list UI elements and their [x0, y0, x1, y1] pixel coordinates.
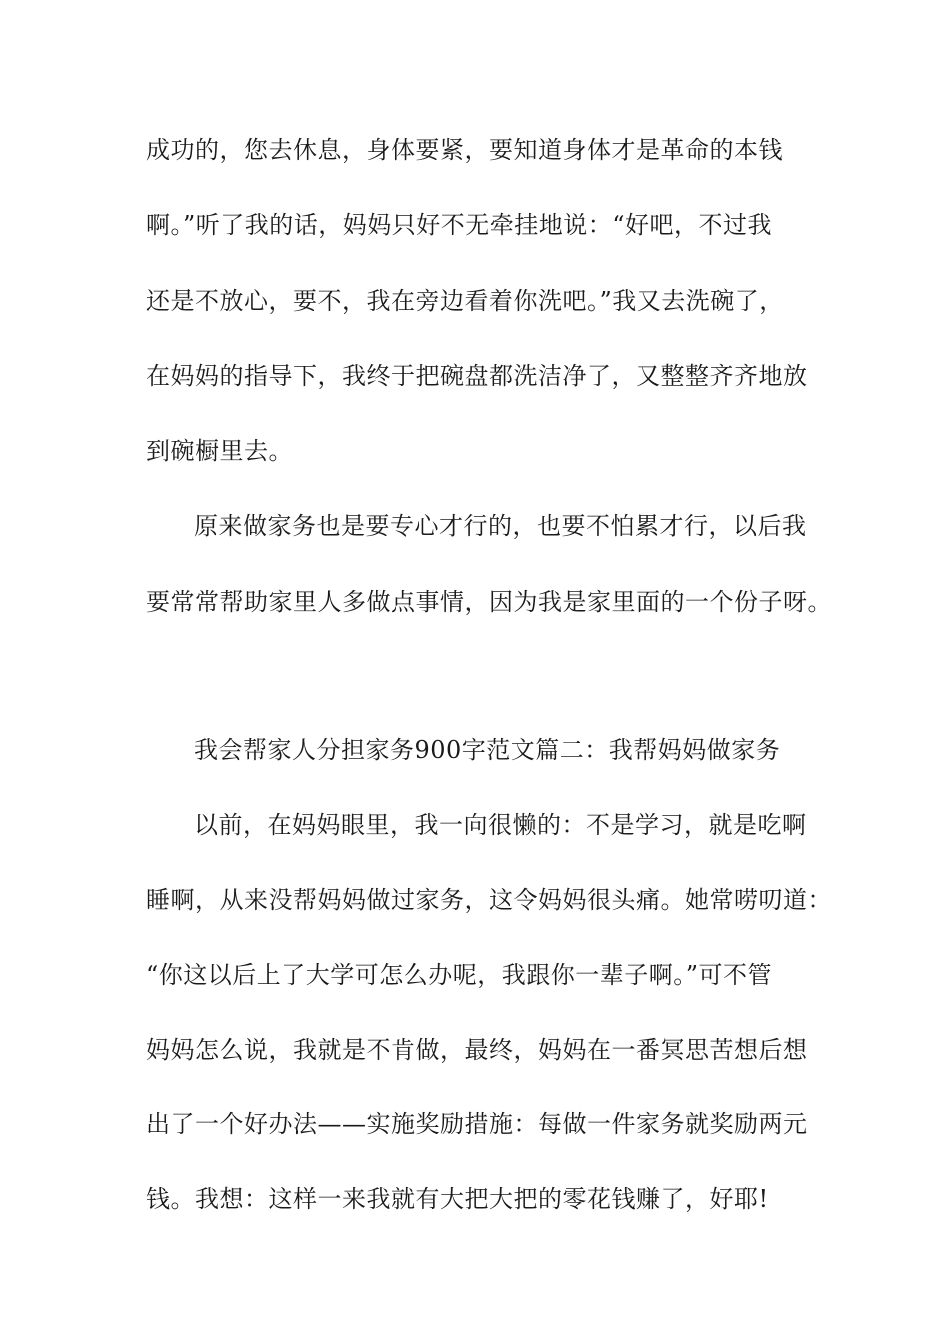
paragraph-line: 原来做家务也是要专心才行的，也要不怕累才行，以后我	[194, 512, 807, 540]
paragraph-line: 到碗橱里去。	[146, 437, 293, 465]
paragraph-line: 睡啊，从来没帮妈妈做过家务，这令妈妈很头痛。她常唠叨道：	[146, 886, 832, 914]
paragraph-line: 妈妈怎么说，我就是不肯做，最终，妈妈在一番冥思苦想后想	[146, 1036, 808, 1064]
section-title: 我会帮家人分担家务900字范文篇二：我帮妈妈做家务	[194, 736, 781, 764]
paragraph-line: 啊。”听了我的话，妈妈只好不无牵挂地说：“好吧，不过我	[146, 211, 773, 239]
paragraph-line: 钱。我想：这样一来我就有大把大把的零花钱赚了，好耶!	[146, 1185, 769, 1213]
paragraph-line: 要常常帮助家里人多做点事情，因为我是家里面的一个份子呀。	[146, 588, 832, 616]
paragraph-line: 出了一个好办法——实施奖励措施：每做一件家务就奖励两元	[146, 1110, 808, 1138]
paragraph-line: “你这以后上了大学可怎么办呢，我跟你一辈子啊。”可不管	[146, 961, 773, 989]
paragraph-line: 还是不放心，要不，我在旁边看着你洗吧。”我又去洗碗了，	[146, 287, 784, 315]
paragraph-line: 在妈妈的指导下，我终于把碗盘都洗洁净了，又整整齐齐地放	[146, 362, 808, 390]
paragraph-line: 以前，在妈妈眼里，我一向很懒的：不是学习，就是吃啊	[194, 811, 807, 839]
paragraph-line: 成功的，您去休息，身体要紧，要知道身体才是革命的本钱	[146, 136, 783, 164]
